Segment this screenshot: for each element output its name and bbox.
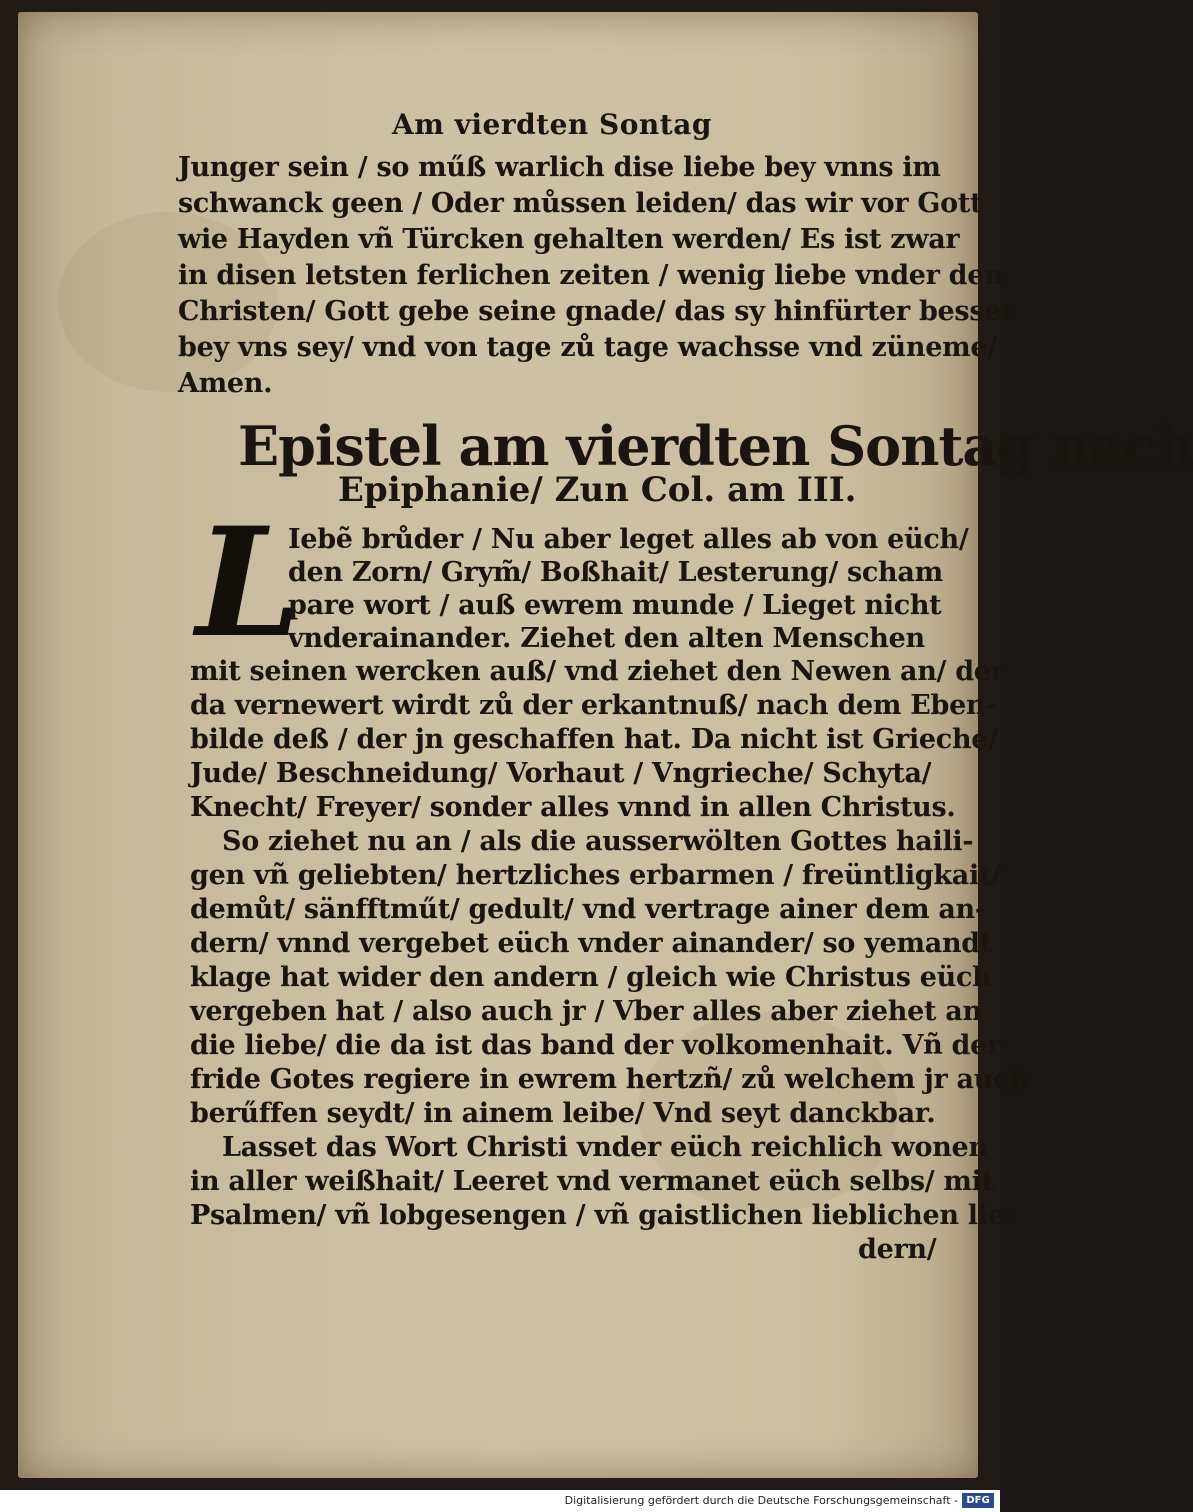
intro-line: Christen/ Gott gebe seine gnade/ das sy hinfürter besser bbox=[178, 296, 1016, 327]
epistle-line: die liebe/ die da ist das band der volkomenhait. Vñ der bbox=[190, 1030, 1001, 1061]
epistle-subtitle: Epiphanie/ Zun Col. am III. bbox=[338, 470, 857, 510]
footer-credit: Digitalisierung gefördert durch die Deutsche Forschungsgemeinschaft - bbox=[564, 1494, 958, 1507]
intro-line: Amen. bbox=[178, 368, 273, 399]
epistle-line: bilde deß / der jn geschaffen hat. Da nicht ist Grieche/ bbox=[190, 724, 998, 755]
epistle-line: vnderainander. Ziehet den alten Menschen bbox=[288, 623, 925, 654]
epistle-line: So ziehet nu an / als die ausserwölten Gottes haili- bbox=[222, 826, 974, 857]
epistle-line: vergeben hat / also auch jr / Vber alles aber ziehet an bbox=[190, 996, 982, 1027]
epistle-title: Epistel am vierdten Sontag nach bbox=[238, 414, 1193, 478]
epistle-line: Iebẽ brůder / Nu aber leget alles ab von eüch/ bbox=[288, 524, 969, 555]
epistle-line: da vernewert wirdt zů der erkantnuß/ nach dem Eben- bbox=[190, 690, 997, 721]
epistle-line: berűffen seydt/ in ainem leibe/ Vnd seyt danckbar. bbox=[190, 1098, 936, 1129]
epistle-line: dern/ vnnd vergebet eüch vnder ainander/ so yemandt bbox=[190, 928, 993, 959]
epistle-line: mit seinen wercken auß/ vnd ziehet den Newen an/ der bbox=[190, 656, 1005, 687]
epistle-line: fride Gotes regiere in ewrem hertzñ/ zů welchem jr auch bbox=[190, 1064, 1029, 1095]
epistle-line: demůt/ sänfftműt/ gedult/ vnd vertrage ainer dem an- bbox=[190, 894, 986, 925]
epistle-line: in aller weißhait/ Leeret vnd vermanet eüch selbs/ mit bbox=[190, 1166, 994, 1197]
intro-line: in disen letsten ferlichen zeiten / wenig liebe vnder den bbox=[178, 260, 1004, 291]
intro-line: bey vns sey/ vnd von tage zů tage wachsse vnd züneme/ bbox=[178, 332, 997, 363]
intro-line: schwanck geen / Oder můssen leiden/ das wir vor Gott bbox=[178, 188, 983, 219]
intro-line: Junger sein / so műß warlich dise liebe bey vnns im bbox=[178, 152, 941, 183]
epistle-line: gen vñ geliebten/ hertzliches erbarmen / freüntligkait/ bbox=[190, 860, 1001, 891]
epistle-line: pare wort / auß ewrem munde / Lieget nicht bbox=[288, 590, 942, 621]
epistle-line: den Zorn/ Grym̃/ Boßhait/ Lesterung/ scham bbox=[288, 557, 943, 588]
intro-line: wie Hayden vñ Türcken gehalten werden/ Es ist zwar bbox=[178, 224, 960, 255]
footer-bar bbox=[0, 1490, 1000, 1512]
running-header: Am vierdten Sontag bbox=[392, 108, 712, 141]
epistle-line: Knecht/ Freyer/ sonder alles vnnd in allen Christus. bbox=[190, 792, 956, 823]
epistle-line: klage hat wider den andern / gleich wie Christus eüch bbox=[190, 962, 992, 993]
epistle-line: Lasset das Wort Christi vnder eüch reichlich wonen bbox=[222, 1132, 988, 1163]
catchword: dern/ bbox=[858, 1234, 937, 1265]
epistle-line: Psalmen/ vñ lobgesengen / vñ gaistlichen lieblichen lie- bbox=[190, 1200, 1016, 1231]
decorated-initial: L bbox=[196, 495, 302, 671]
epistle-line: Jude/ Beschneidung/ Vorhaut / Vngrieche/ Schyta/ bbox=[190, 758, 932, 789]
dfg-logo-icon[interactable]: DFG bbox=[962, 1493, 994, 1508]
